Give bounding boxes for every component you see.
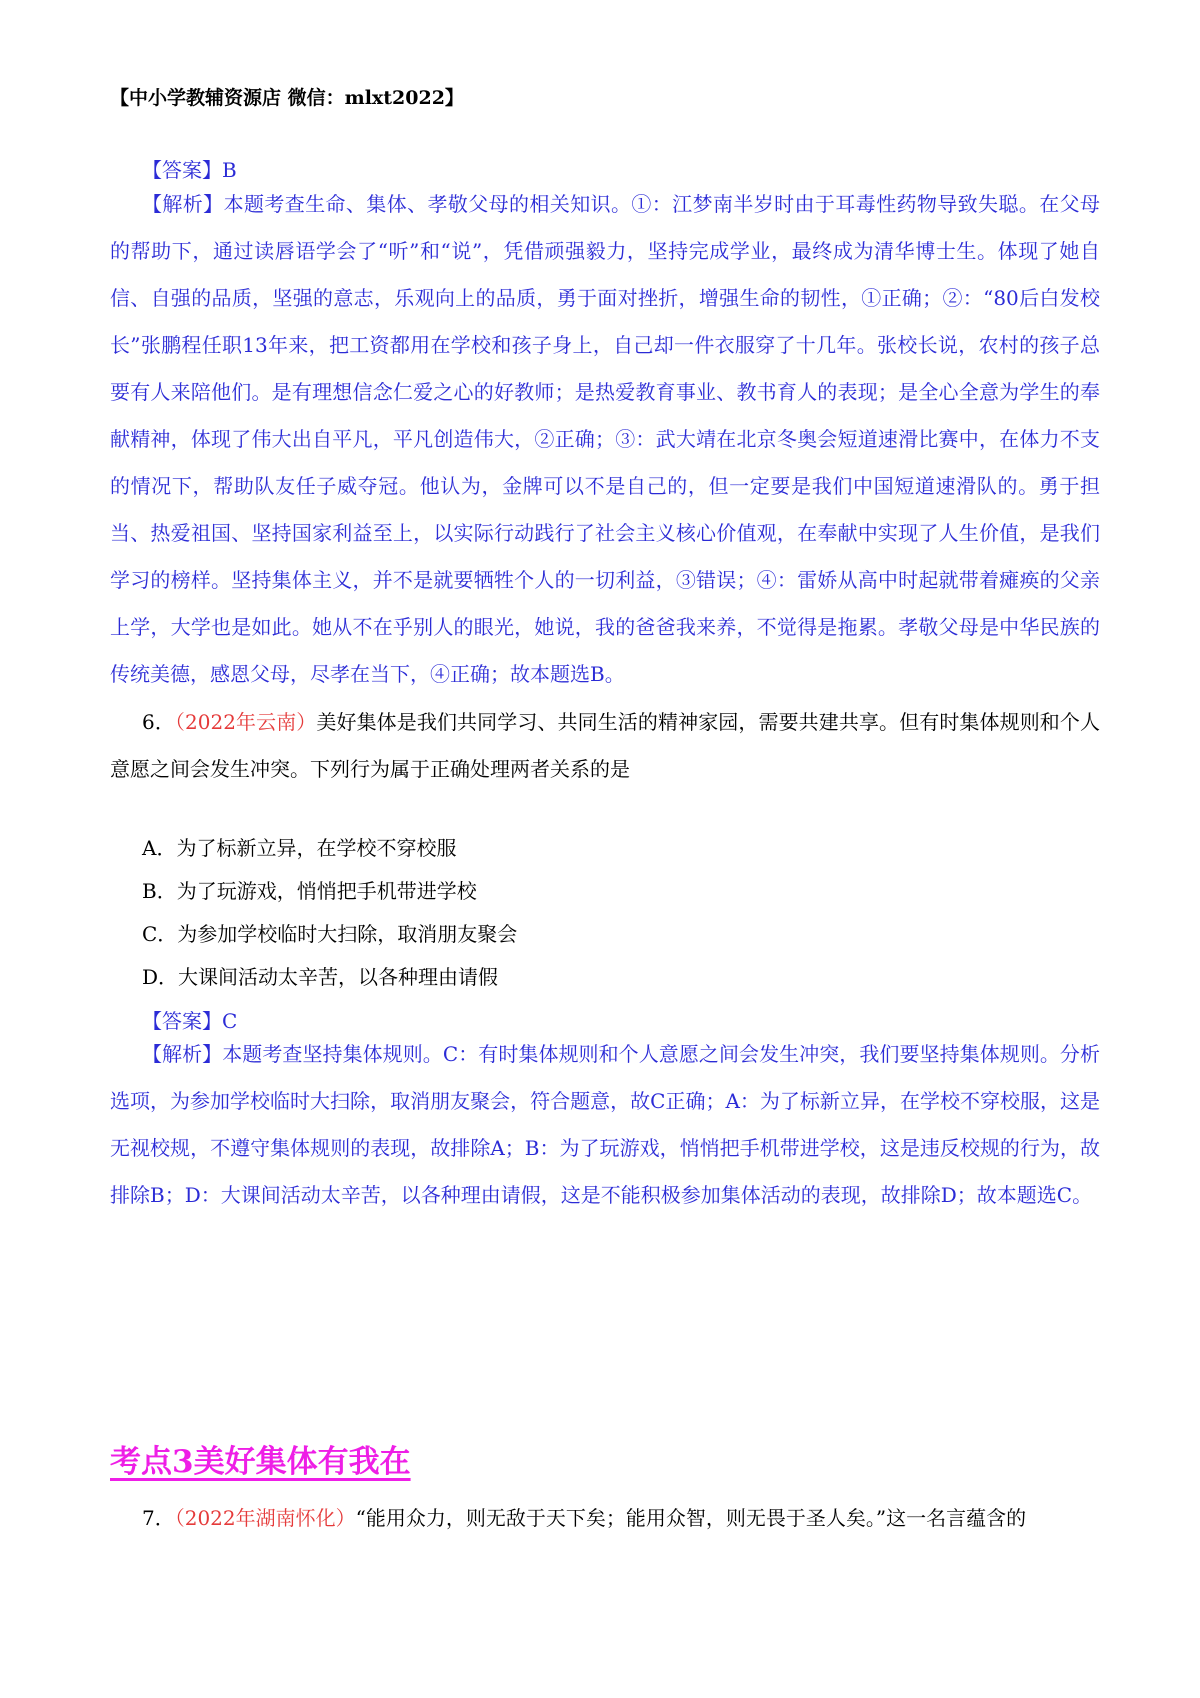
q5-answer: 【答案】B bbox=[142, 158, 237, 182]
q6-answer: 【答案】C bbox=[142, 1009, 238, 1033]
section-title: 考点3美好集体有我在 bbox=[110, 1444, 411, 1480]
q6-analysis: 【解析】本题考查坚持集体规则。C：有时集体规则和个人意愿之间会发生冲突，我们要坚持集体规则。分析选项，为参加学校临时大扫除，取消朋友聚会，符合题意，故C正确；A：为了标新立异，在学校不穿校服，这是无视校规，不遵守集体规则的表现，故排除A；B：为了玩游戏，悄悄把手机带进学校，这是违反校规的行为，故排除B；D：大课间活动太辛苦，以各种理由请假，这是不能积极参加集体活动的表现，故排除D；故本题选C。 bbox=[110, 1042, 1100, 1207]
q6-option-c: C．为参加学校临时大扫除，取消朋友聚会 bbox=[142, 922, 518, 946]
q6-stem-text: 美好集体是我们共同学习、共同生活的精神家园，需要共建共享。但有时集体规则和个人意愿之间会发生冲突。下列行为属于正确处理两者关系的是 bbox=[110, 710, 1100, 781]
q7-number: 7． bbox=[142, 1506, 175, 1530]
q7-stem-text: “能用众力，则无敌于天下矣；能用众智，则无畏于圣人矣。”这一名言蕴含的 bbox=[355, 1506, 1027, 1530]
header-watermark: 【中小学教辅资源店 微信：mlxt2022】 bbox=[110, 87, 464, 109]
q6-option-d: D．大课间活动太辛苦，以各种理由请假 bbox=[142, 965, 499, 989]
q6-option-b: B．为了玩游戏，悄悄把手机带进学校 bbox=[142, 879, 477, 903]
q6-source: （2022年云南） bbox=[174, 710, 317, 734]
q5-analysis: 【解析】本题考查生命、集体、孝敬父母的相关知识。①：江梦南半岁时由于耳毒性药物导致失聪。在父母的帮助下，通过读唇语学会了“听”和“说”，凭借顽强毅力，坚持完成学业，最终成为清华博士生。体现了她自信、自强的品质，坚强的意志，乐观向上的品质，勇于面对挫折，增强生命的韧性，①正确；②：“80后白发校长”张鹏程任职13年来，把工资都用在学校和孩子身上，自己却一件衣服穿了十几年。张校长说，农村的孩子总要有人来陪他们。是有理想信念仁爱之心的好教师；是热爱教育事业、教书育人的表现；是全心全意为学生的奉献精神，体现了伟大出自平凡，平凡创造伟大，②正确；③：武大靖在北京冬奥会短道速滑比赛中，在体力不支的情况下，帮助队友任子威夺冠。他认为，金牌可以不是自己的，但一定要是我们中国短道速滑队的。勇于担当、热爱祖国、坚持国家利益至上，以实际行动践行了社会主义核心价值观，在奉献中实现了人生价值，是我们学习的榜样。坚持集体主义，并不是就要牺牲个人的一切利益，③错误；④：雷娇从高中时起就带着瘫痪的父亲上学，大学也是如此。她从不在乎别人的眼光，她说，我的爸爸我来养，不觉得是拖累。孝敬父母是中华民族的传统美德，感恩父母，尽孝在当下，④正确；故本题选B。 bbox=[110, 192, 1100, 686]
q7-stem bbox=[110, 1495, 1100, 1542]
q6-number: 6． bbox=[142, 710, 175, 734]
q7-source: （2022年湖南怀化） bbox=[174, 1506, 356, 1530]
q6-stem bbox=[110, 699, 1100, 793]
q6-option-a: A．为了标新立异，在学校不穿校服 bbox=[142, 836, 457, 860]
